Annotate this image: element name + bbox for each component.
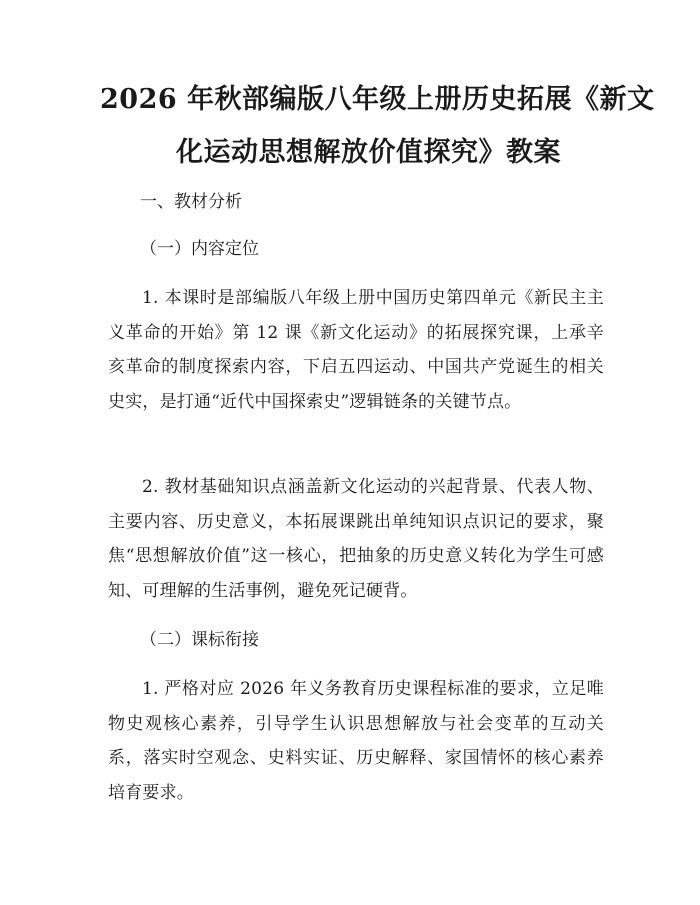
paragraph-2: 2. 教材基础知识点涵盖新文化运动的兴起背景、代表人物、主要内容、历史意义，本拓展课跳出单纯知识点识记的要求，聚焦“思想解放价值”这一核心，把抽象的历史意义转化为学生可感知、可理解的生活事例，避免死记硬背。 [108,477,604,601]
document-title-line-2: 化运动思想解放价值探究》教案 [176,137,561,168]
paragraph-3: 1. 严格对应 2026 年义务教育历史课程标准的要求，立足唯物史观核心素养，引导学生认识思想解放与社会变革的互动关系，落实时空观念、史料实证、历史解释、家国情怀的核心素养培育要求。 [108,679,604,803]
paragraph-1: 1. 本课时是部编版八年级上册中国历史第四单元《新民主主义革命的开始》第 12 课《新文化运动》的拓展探究课，上承辛亥革命的制度探索内容，下启五四运动、中国共产党诞生的相关史实，是打通“近代中国探索史”逻辑链条的关键节点。 [108,288,604,412]
section-heading-teaching-material-analysis: 一、教材分析 [140,192,242,212]
document-title-line-1: 2026 年秋部编版八年级上册历史拓展《新文 [100,84,655,115]
subsection-heading-curriculum-alignment: （二）课标衔接 [140,630,259,650]
subsection-heading-content-positioning: （一）内容定位 [140,239,259,259]
